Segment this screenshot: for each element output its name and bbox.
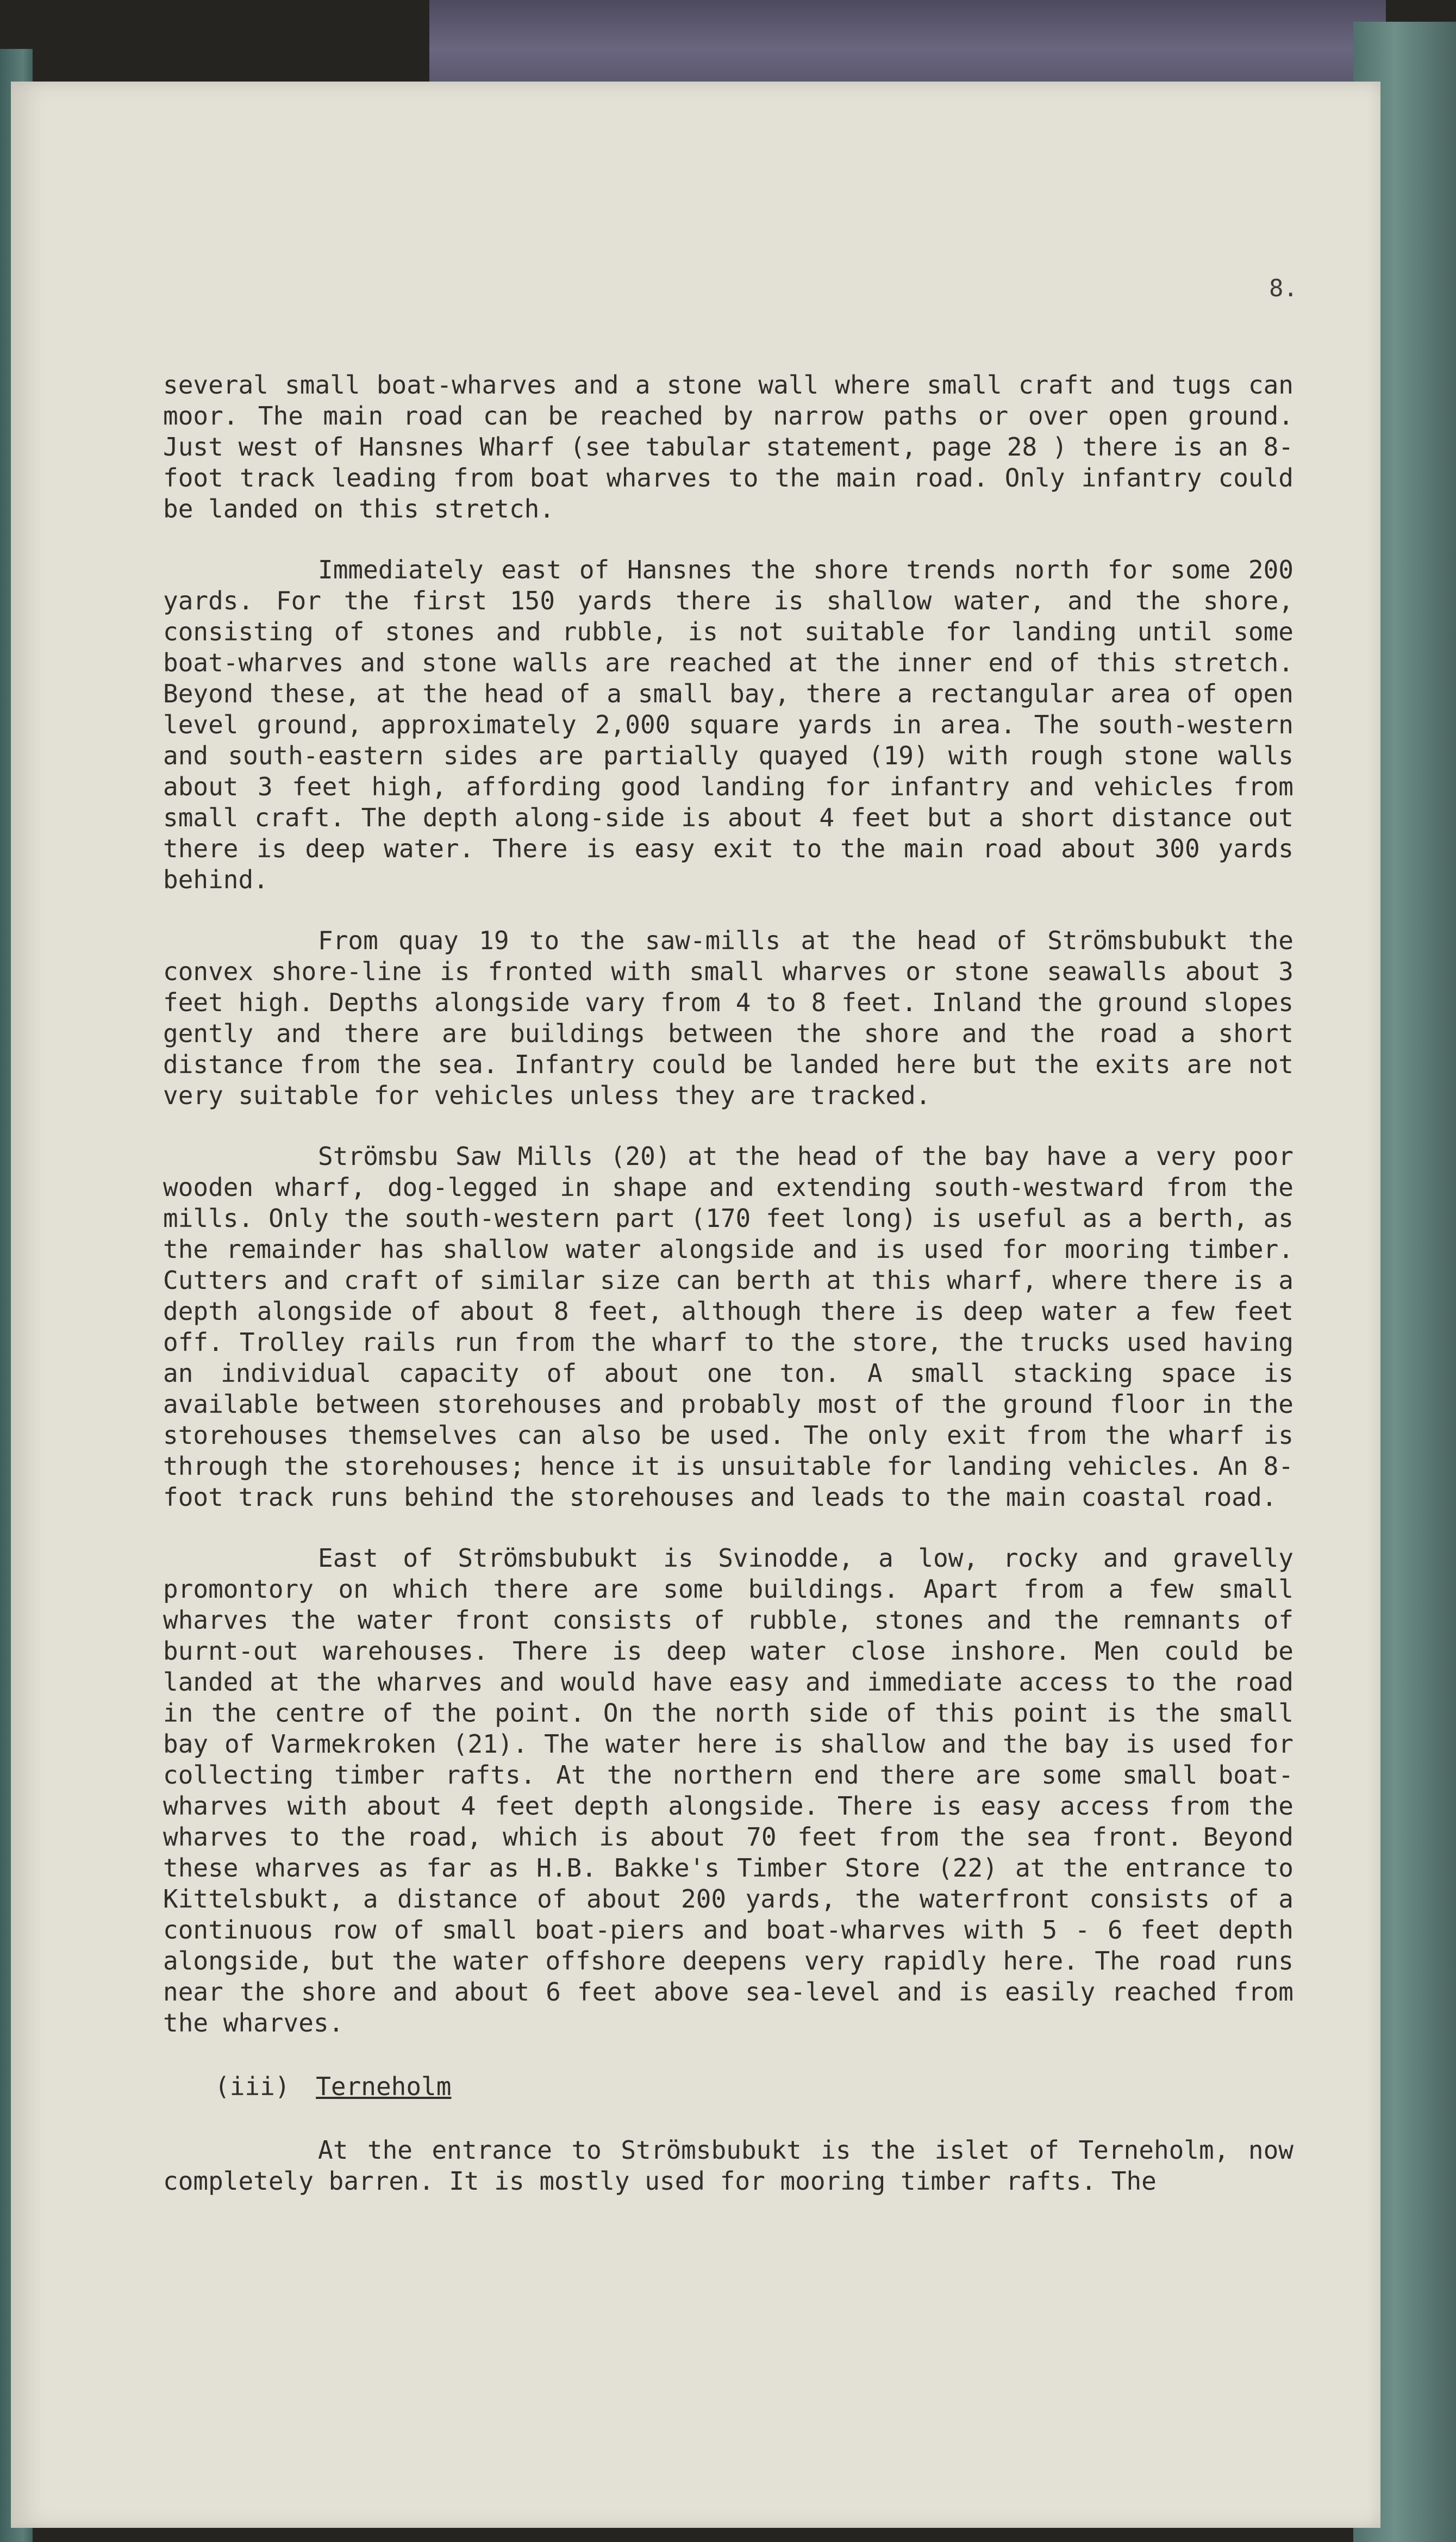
paragraph-4: Strömsbu Saw Mills (20) at the head of the bay have a very poor wooden wharf, dog-legged in shape and extending south-westward from the mills. Only the south-western part (170 feet long) is useful as a berth, as the remainder has shallow water alongside and is used for mooring timber. Cutters and craft of similar size can berth at this wharf, where there is a depth alongside of about 8 feet, although there is deep water a few feet off. Trolley rails run from the wharf to the store, the trucks used having an individual capacity of about one ton. A small stacking space is available between storehouses and probably most of the ground floor in the storehouses themselves can also be used. The only exit from the wharf is through the storehouses; hence it is unsuitable for landing vehicles. An 8-foot track runs behind the storehouses and leads to the main coastal road. bbox=[163, 1142, 1293, 1512]
paragraph-6: At the entrance to Strömsbubukt is the islet of Terneholm, now completely barren. It is mostly used for mooring timber rafts. The bbox=[163, 2135, 1293, 2196]
paragraph-3: From quay 19 to the saw-mills at the head of Strömsbubukt the convex shore-line is fronted with small wharves or stone seawalls about 3 feet high. Depths alongside vary from 4 to 8 feet. Inland the ground slopes gently and there are buildings between the shore and the road a short distance from the sea. Infantry could be landed here but the exits are not very suitable for vehicles unless they are tracked. bbox=[163, 926, 1293, 1110]
page-number: 8. bbox=[1269, 275, 1298, 302]
paragraph-2: Immediately east of Hansnes the shore trends north for some 200 yards. For the first 150 yards there is shallow water, and the shore, consisting of stones and rubble, is not suitable for landing until some boat-wharves and stone walls are reached at the inner end of this stretch. Beyond these, at the head of a small bay, there a rectangular area of open level ground, approximately 2,000 square yards in area. The south-western and south-eastern sides are partially quayed (19) with rough stone walls about 3 feet high, affording good landing for infantry and vehicles from small craft. The depth along-side is about 4 feet but a short distance out there is deep water. There is easy exit to the main road about 300 yards behind. bbox=[163, 555, 1293, 894]
book-binding-top bbox=[429, 0, 1386, 82]
body-text bbox=[163, 370, 1293, 2227]
section-title: Terneholm bbox=[316, 2072, 452, 2101]
paragraph-5: East of Strömsbubukt is Svinodde, a low, rocky and gravelly promontory on which there are some buildings. Apart from a few small wharves the water front consists of rubble, stones and the remnants of burnt-out warehouses. There is deep water close inshore. Men could be landed at the wharves and would have easy and immediate access to the road in the centre of the point. On the north side of this point is the small bay of Varmekroken (21). The water here is shallow and the bay is used for collecting timber rafts. At the northern end there are some small boat-wharves with about 4 feet depth alongside. There is easy access from the wharves to the road, which is about 70 feet from the sea front. Beyond these wharves as far as H.B. Bakke's Timber Store (22) at the entrance to Kittelsbukt, a distance of about 200 yards, the waterfront consists of a continuous row of small boat-piers and boat-wharves with 5 - 6 feet depth alongside, but the water offshore deepens very rapidly here. The road runs near the shore and about 6 feet above sea-level and is easily reached from the wharves. bbox=[163, 1543, 1293, 2038]
section-number: (iii) bbox=[215, 2072, 290, 2101]
paragraph-1: several small boat-wharves and a stone wall where small craft and tugs can moor. The main road can be reached by narrow paths or over open ground. Just west of Hansnes Wharf (see tabular statement, page 28 ) there is an 8-foot track leading from boat wharves to the main road. Only infantry could be landed on this stretch. bbox=[163, 370, 1293, 524]
section-heading bbox=[215, 2071, 1293, 2102]
